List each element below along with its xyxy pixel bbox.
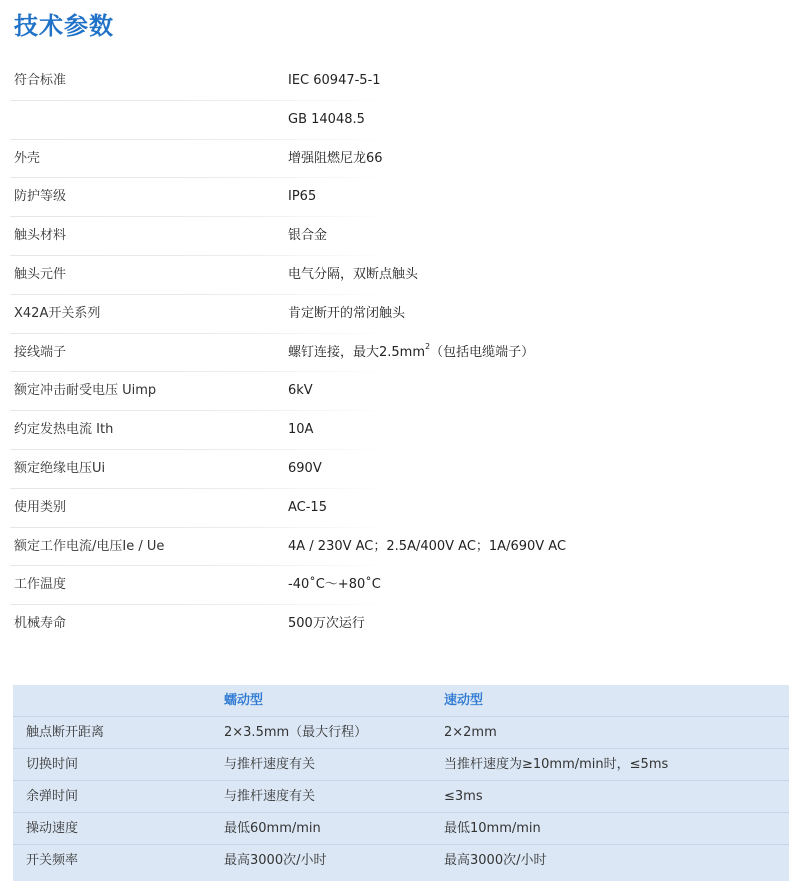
spec-row-ie-ue xyxy=(0,528,800,567)
spec-value: 4A / 230V AC；2.5A/400V AC；1A/690V AC xyxy=(288,538,567,554)
spec-label: 触头材料 xyxy=(14,228,67,244)
comparison-value-snap: ≤3ms xyxy=(444,789,483,804)
spec-value: -40˚C～+80˚C xyxy=(288,577,381,593)
comparison-label: 余弹时间 xyxy=(26,789,79,804)
spec-row-contact-element xyxy=(0,256,800,295)
spec-label: 符合标准 xyxy=(14,73,67,88)
spec-label: 约定发热电流 Ith xyxy=(14,422,114,438)
comparison-value-creep: 最低60mm/min xyxy=(224,821,321,836)
comparison-value-snap: 当推杆速度为≥10mm/min时，≤5ms xyxy=(444,757,669,772)
comparison-row xyxy=(13,749,789,781)
comparison-table xyxy=(13,685,789,881)
spec-label: X42A开关系列 xyxy=(14,305,101,321)
spec-label: 机械寿命 xyxy=(14,616,67,632)
spec-label: 使用类别 xyxy=(14,499,67,515)
comparison-row xyxy=(13,813,789,845)
spec-row-housing xyxy=(0,140,800,179)
comparison-value-creep: 2×3.5mm（最大行程） xyxy=(224,725,368,740)
spec-value-suffix: （包括电缆端子） xyxy=(430,344,535,360)
spec-value: 肯定断开的常闭触头 xyxy=(288,305,406,321)
spec-value: IP65 xyxy=(288,189,317,205)
spec-value: 690V xyxy=(288,460,322,476)
comparison-label: 操动速度 xyxy=(26,821,79,836)
comparison-value-snap: 最高3000次/小时 xyxy=(444,853,547,868)
spec-row-terminals xyxy=(0,334,800,373)
spec-label: 接线端子 xyxy=(14,344,67,360)
spec-row-ith xyxy=(0,411,800,450)
superscript: 2 xyxy=(425,342,431,352)
spec-value-main: 螺钉连接，最大2.5mm xyxy=(288,344,426,360)
header-creep-type: 蠕动型 xyxy=(224,693,264,708)
spec-value: 10A xyxy=(288,422,314,438)
spec-value xyxy=(288,334,534,372)
page-title: 技术参数 xyxy=(14,12,114,40)
spec-value: 银合金 xyxy=(288,228,328,244)
spec-label: 额定绝缘电压Ui xyxy=(14,460,106,476)
comparison-row xyxy=(13,781,789,813)
comparison-header-row xyxy=(13,685,789,717)
spec-row-uimp xyxy=(0,372,800,411)
spec-row-standard-gb xyxy=(0,101,800,140)
spec-value: GB 14048.5 xyxy=(288,111,365,127)
spec-row-protection xyxy=(0,178,800,217)
comparison-value-creep: 与推杆速度有关 xyxy=(224,757,316,772)
spec-value: 电气分隔，双断点触头 xyxy=(288,266,419,282)
spec-row-standard xyxy=(0,62,800,101)
spec-label: 额定冲击耐受电压 Uimp xyxy=(14,383,157,399)
spec-label: 触头元件 xyxy=(14,266,67,282)
comparison-row xyxy=(13,845,789,877)
comparison-value-creep: 与推杆速度有关 xyxy=(224,789,316,804)
spec-value: AC-15 xyxy=(288,499,327,515)
spec-row-temperature xyxy=(0,566,800,605)
spec-row-mechanical-life xyxy=(0,605,800,644)
comparison-value-snap: 最低10mm/min xyxy=(444,821,541,836)
spec-value: 增强阻燃尼龙66 xyxy=(288,150,383,166)
header-snap-type: 速动型 xyxy=(444,693,484,708)
spec-label: 额定工作电流/电压Ie / Ue xyxy=(14,538,165,554)
comparison-label: 开关频率 xyxy=(26,853,79,868)
spec-list xyxy=(0,62,800,644)
spec-row-contact-material xyxy=(0,217,800,256)
comparison-row xyxy=(13,717,789,749)
spec-row-ui xyxy=(0,450,800,489)
spec-label: 工作温度 xyxy=(14,577,67,593)
comparison-label: 触点断开距离 xyxy=(26,725,105,740)
spec-row-category xyxy=(0,489,800,528)
spec-value: 6kV xyxy=(288,383,313,399)
spec-row-series xyxy=(0,295,800,334)
comparison-label: 切换时间 xyxy=(26,757,79,772)
spec-label: 外壳 xyxy=(14,150,41,166)
comparison-value-snap: 2×2mm xyxy=(444,725,497,740)
spec-label: 防护等级 xyxy=(14,189,67,205)
spec-value: 500万次运行 xyxy=(288,616,365,632)
spec-value: IEC 60947-5-1 xyxy=(288,73,381,88)
comparison-value-creep: 最高3000次/小时 xyxy=(224,853,327,868)
